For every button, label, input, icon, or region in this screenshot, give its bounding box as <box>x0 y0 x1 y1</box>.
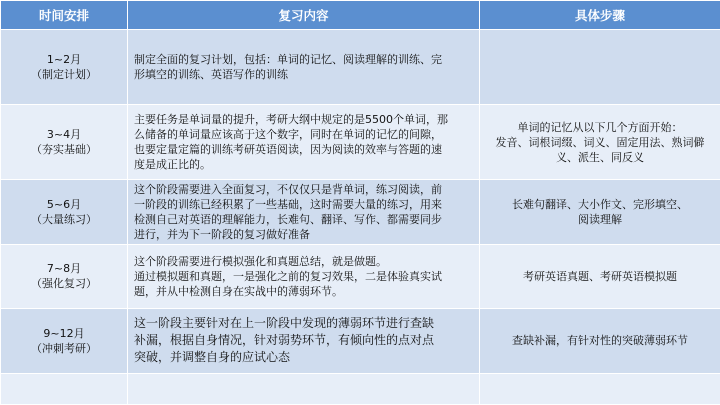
header-time: 时间安排 <box>1 1 128 30</box>
content-cell <box>128 30 480 105</box>
period-label: 5~6月 <box>46 197 82 211</box>
content-line: 么储备的单词量应该高于这个数字，同时在单词的记忆的间隙， <box>134 128 442 142</box>
table-header-row <box>1 1 720 30</box>
content-cell <box>128 105 480 180</box>
period-label: 1~2月 <box>46 53 82 67</box>
steps-line: 义、派生、同反义 <box>556 150 644 164</box>
phase-label: （强化复习） <box>31 277 97 291</box>
period-label: 3~4月 <box>46 128 82 142</box>
content-line: 突破，并调整自身的应试心态 <box>134 350 291 365</box>
content-line: 检测自己对英语的理解能力，长难句、翻译、写作、都需要同步 <box>134 212 442 226</box>
table-row <box>1 180 720 244</box>
steps-line: 查缺补漏，有针对性的突破薄弱环节 <box>512 334 688 348</box>
content-line: 题，并从中检测自身在实战中的薄弱环节。 <box>134 284 343 298</box>
content-line: 补漏，根据自身情况，针对弱势环节，有倾向性的点对点 <box>134 333 435 348</box>
steps-line: 阅读理解 <box>578 212 622 226</box>
phase-label: （大量练习） <box>31 212 97 226</box>
content-line: 进行，并为下一阶段的复习做好准备 <box>134 227 310 241</box>
empty-table-row <box>1 373 720 404</box>
time-cell <box>1 30 128 105</box>
content-line: 形填空的训练、英语写作的训练 <box>134 68 288 82</box>
phase-label: （冲刺考研） <box>31 341 97 355</box>
steps-cell <box>480 244 720 308</box>
content-line: 这个阶段需要进行模拟强化和真题总结，就是做题。 <box>134 254 387 268</box>
steps-line: 发音、词根词缀、词义、固定用法、熟词僻 <box>495 135 705 149</box>
steps-cell <box>480 180 720 244</box>
period-label: 9~12月 <box>43 326 85 340</box>
header-steps: 具体步骤 <box>480 1 720 30</box>
time-cell <box>1 244 128 308</box>
header-content: 复习内容 <box>128 1 480 30</box>
steps-line: 考研英语真题、考研英语模拟题 <box>523 269 677 283</box>
empty-cell <box>480 373 720 404</box>
table-row <box>1 244 720 308</box>
steps-cell <box>480 308 720 373</box>
steps-cell <box>480 30 720 105</box>
content-line: 也要定量定篇的训练考研英语阅读，因为阅读的效率与答题的速 <box>134 143 442 157</box>
steps-line: 单词的记忆从以下几个方面开始： <box>517 120 683 134</box>
steps-cell <box>480 105 720 180</box>
steps-line: 长难句翻译、大小作文、完形填空、 <box>512 197 688 211</box>
content-line: 一阶段的训练已经积累了一些基础，这时需要大量的练习，用来 <box>134 197 442 211</box>
content-cell <box>128 308 480 373</box>
content-line: 这一阶段主要针对在上一阶段中发现的薄弱环节进行查缺 <box>134 316 435 331</box>
content-line: 主要任务是单词量的提升，考研大纲中规定的是5500个单词，那 <box>134 113 448 127</box>
content-line: 度是成正比的。 <box>134 158 211 172</box>
table-row <box>1 308 720 373</box>
time-cell <box>1 105 128 180</box>
content-line: 制定全面的复习计划，包括：单词的记忆、阅读理解的训练、完 <box>134 53 442 67</box>
table-row <box>1 30 720 105</box>
time-cell <box>1 180 128 244</box>
content-cell <box>128 244 480 308</box>
content-cell <box>128 180 480 244</box>
time-cell <box>1 308 128 373</box>
table-row <box>1 105 720 180</box>
period-label: 7~8月 <box>46 262 82 276</box>
content-line: 通过模拟题和真题，一是强化之前的复习效果，二是体验真实试 <box>134 269 442 283</box>
empty-cell <box>128 373 480 404</box>
phase-label: （夯实基础） <box>31 143 97 157</box>
empty-cell <box>1 373 128 404</box>
content-line: 这个阶段需要进入全面复习，不仅仅只是背单词，练习阅读，前 <box>134 182 442 196</box>
phase-label: （制定计划） <box>31 68 97 82</box>
